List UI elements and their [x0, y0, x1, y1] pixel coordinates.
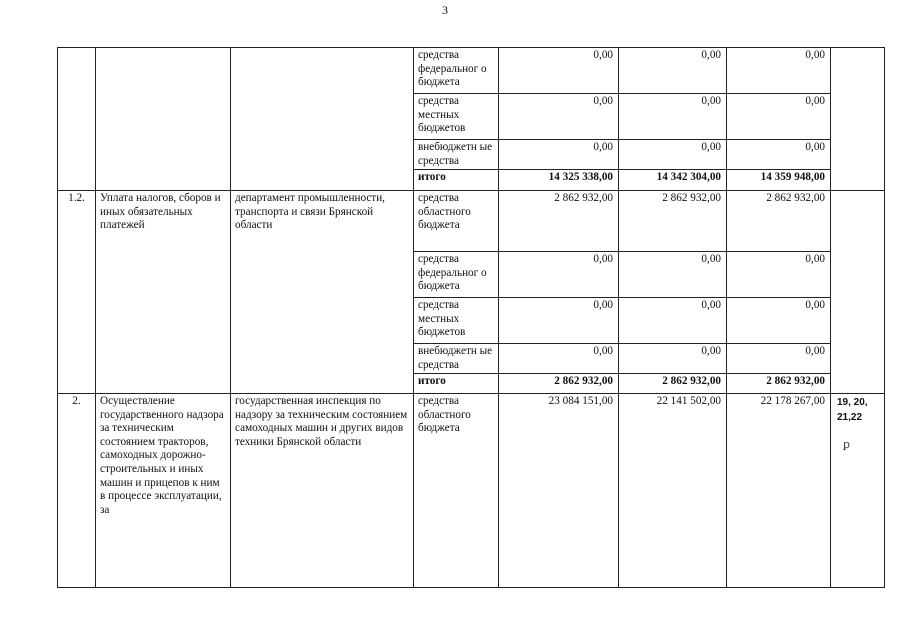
- value-year3: 0,00: [727, 48, 831, 94]
- value-year1: 0,00: [499, 252, 619, 298]
- value-year3: 0,00: [727, 298, 831, 344]
- source-cell: средства местных бюджетов: [414, 298, 499, 344]
- source-cell: средства федеральног о бюджета: [414, 48, 499, 94]
- value-year2: 22 141 502,00: [619, 394, 727, 588]
- row-number-cell: [58, 48, 96, 191]
- budget-table: [57, 47, 885, 588]
- value-year2: 0,00: [619, 48, 727, 94]
- row-number-cell: 2.: [58, 394, 96, 588]
- total-year2: 2 862 932,00: [619, 374, 727, 394]
- value-year3: 2 862 932,00: [727, 191, 831, 252]
- handwritten-tick-mark: ꝑ: [843, 439, 850, 451]
- total-year2: 14 342 304,00: [619, 170, 727, 191]
- value-year1: 0,00: [499, 140, 619, 170]
- value-year2: 0,00: [619, 344, 727, 374]
- value-year3: 0,00: [727, 252, 831, 298]
- value-year3: 0,00: [727, 344, 831, 374]
- value-year1: 0,00: [499, 298, 619, 344]
- activity-name-cell: Уплата налогов, сборов и иных обязательных платежей: [96, 191, 231, 394]
- executor-cell: департамент промышленности, транспорта и связи Брянской области: [231, 191, 414, 394]
- value-year2: 0,00: [619, 94, 727, 140]
- source-cell: средства местных бюджетов: [414, 94, 499, 140]
- total-year1: 2 862 932,00: [499, 374, 619, 394]
- value-year3: 0,00: [727, 140, 831, 170]
- source-cell: средства федеральног о бюджета: [414, 252, 499, 298]
- value-year2: 0,00: [619, 298, 727, 344]
- table-row: [58, 191, 885, 252]
- value-year1: 0,00: [499, 344, 619, 374]
- value-year2: 0,00: [619, 140, 727, 170]
- source-cell: внебюджетн ые средства: [414, 140, 499, 170]
- value-year2: 2 862 932,00: [619, 191, 727, 252]
- total-label: итого: [414, 170, 499, 191]
- page-number: 3: [442, 3, 448, 17]
- indicator-refs-cell: [831, 191, 885, 394]
- total-year1: 14 325 338,00: [499, 170, 619, 191]
- value-year2: 0,00: [619, 252, 727, 298]
- total-label: итого: [414, 374, 499, 394]
- source-cell: средства областного бюджета: [414, 394, 499, 588]
- total-year3: 2 862 932,00: [727, 374, 831, 394]
- activity-name-cell: [96, 48, 231, 191]
- value-year3: 22 178 267,00: [727, 394, 831, 588]
- table-row: [58, 394, 885, 588]
- source-cell: внебюджетн ые средства: [414, 344, 499, 374]
- total-year3: 14 359 948,00: [727, 170, 831, 191]
- value-year1: 0,00: [499, 48, 619, 94]
- source-cell: средства областного бюджета: [414, 191, 499, 252]
- executor-cell: [231, 48, 414, 191]
- executor-cell: государственная инспекция по надзору за техническим состоянием самоходных машин и других видов техники Брянской области: [231, 394, 414, 588]
- activity-name-cell: Осуществление государственного надзора за техническим состоянием тракторов, самоходных дорожно-строительных и иных машин и прицепов к ним в процессе эксплуатации, за: [96, 394, 231, 588]
- table-row: [58, 48, 885, 94]
- indicator-refs-cell: 19, 20, 21,22: [831, 394, 885, 588]
- row-number-cell: 1.2.: [58, 191, 96, 394]
- value-year3: 0,00: [727, 94, 831, 140]
- value-year1: 2 862 932,00: [499, 191, 619, 252]
- value-year1: 23 084 151,00: [499, 394, 619, 588]
- value-year1: 0,00: [499, 94, 619, 140]
- indicator-refs-cell: [831, 48, 885, 191]
